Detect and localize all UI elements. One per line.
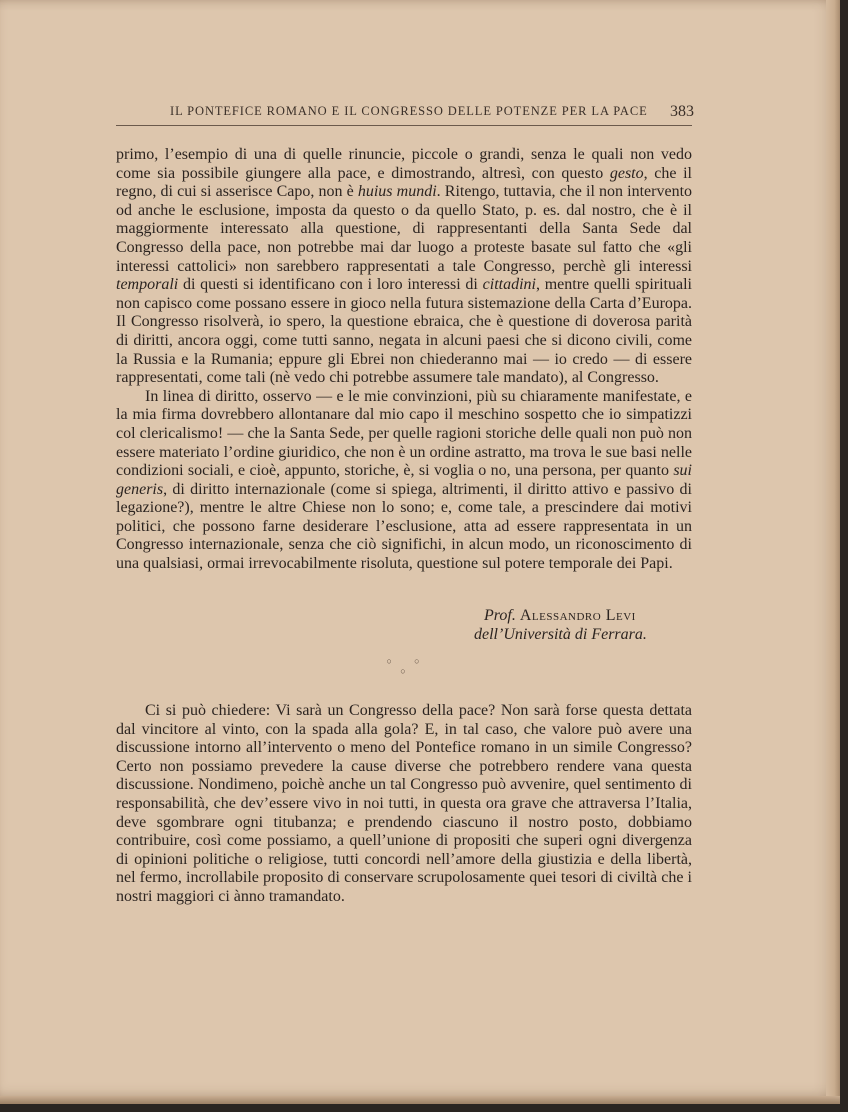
page-bottom-edge [0, 1096, 840, 1104]
article-body [116, 146, 692, 574]
paragraph-3: Ci si può chiedere: Vi sarà un Congresso della pace? Non sarà forse questa dettata dal vincitore al vinto, con la spada alla gola? E, in tal caso, che valore può avere una discussione intorno all’intervento o meno del Pontefice romano in un simile Congresso? Certo non possiamo prevedere la cause diverse che potrebbero rendere vana questa discussione. Nondimeno, poichè anche un tal Congresso può avvenire, quel sentimento di responsabilità, che dev’essere vivo in noi tutti, in questa ora grave che attraversa l’Italia, deve sgombrare ogni titubanza; e prendendo ciascuno il nostro posto, dobbiamo contribuire, così come possiamo, a quell’unione di propositi che superi ogni divergenza di opinioni politiche o religiose, tutti concordi nell’amore della giustizia e della libertà, nel fermo, incrollabile proposito di conservare scrupolosamente quei tesori di civiltà che i nostri maggiori ci ànno tramandato. [116, 702, 692, 905]
header-rule [116, 125, 692, 126]
page-number: 383 [670, 103, 694, 120]
section-separator: ○ ○ ○ [386, 656, 430, 676]
page-edge [826, 0, 840, 1102]
author-affiliation: dell’Università di Ferrara. [474, 626, 647, 643]
article-body-2 [116, 702, 692, 907]
paragraph-1: primo, l’esempio di una di quelle rinuncie, piccole o grandi, senza le quali non vedo come sia possibile giungere alla pace, e dimostrando, altresì, con questo gesto, che il regno, di cui si asserisce Capo, non è huius mundi. Ritengo, tuttavia, che il non intervento od anche le esclusione, imposta da questo o da quello Stato, p. es. dal nostro, che è il maggiormente interessato alla questione, di rappresentanti della Santa Sede dal Congresso della pace, non potrebbe mai dar luogo a proteste basate sul fatto che «gli interessi cattolici» non sarebbero rappresentati a tale Congresso, perchè gli interessi temporali di questi si identificano con i loro interessi di cittadini, mentre quelli spirituali non capisco come possano essere in gioco nella futura sistemazione della Carta d’Europa. Il Congresso risolverà, io spero, la questione ebraica, che è questione di doverosa parità di diritti, ancora oggi, come tutti sanno, negata in alcuni paesi che si dicono civili, come la Russia e la Rumania; eppure gli Ebrei non chiederanno mai — io credo — di essere rappresentati, come tali (nè vedo chi potrebbe assumere tale mandato), al Congresso. [116, 146, 693, 387]
author-signature [474, 606, 694, 644]
author-title: Prof. [484, 607, 516, 624]
author-name: Alessandro Levi [519, 607, 636, 624]
paragraph-2: In linea di diritto, osservo — e le mie convinzioni, più su chiaramente manifestate, e la mia firma dovrebbero allontanare dal mio capo il meschino sospetto che io simpatizzi col clericalismo! — che la Santa Sede, per quelle ragioni storiche delle quali non può non essere materiato l’ordine giuridico, che non è un ordine astratto, ma trova le sue basi nelle condizioni sociali, e cioè, appunto, storiche, è, si voglia o no, una persona, per quanto sui generis, di diritto internazionale (come si spiega, altrimenti, il diritto attivo e passivo di legazione?), mentre le altre Chiese non lo sono; e, come tale, a prescindere dai motivi politici, che possono farne desiderare l’esclusione, atta ad essere rappresentata in un Congresso internazionale, senza che ciò significhi, in alcun modo, un riconoscimento di una qualsiasi, ormai irrevocabilmente risoluta, questione sul potere temporale dei Papi. [116, 387, 692, 573]
running-head: IL PONTEFICE ROMANO E IL CONGRESSO DELLE POTENZE PER LA PACE [170, 104, 648, 118]
